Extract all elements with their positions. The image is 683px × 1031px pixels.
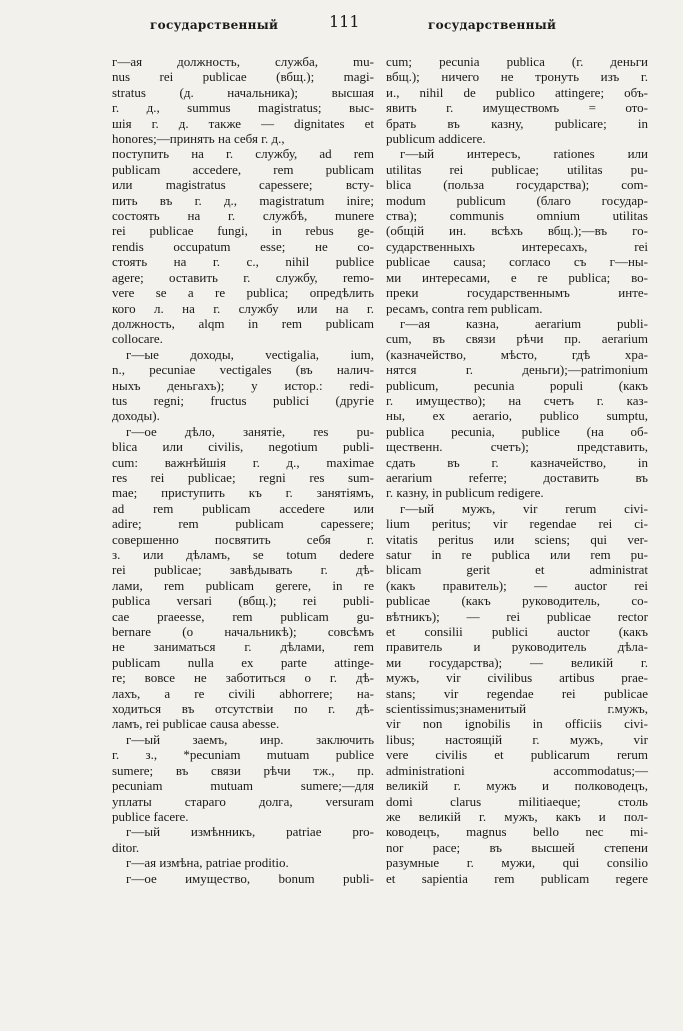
text-line: вбщ.); ничего не тронуть изъ г. [386, 69, 648, 85]
text-line: доходы). [112, 408, 160, 424]
text-line: n., pecuniae vectigales (въ налич- [112, 362, 374, 378]
text-line: же великій г. мужъ, какъ и пол- [386, 808, 648, 824]
text-line: лахъ, a re civili abhorrere; на- [112, 685, 374, 701]
text-line: мужъ, vir civilibus artibus prae- [386, 670, 648, 686]
text-line: re; вовсе не заботиться о г. дѣ- [112, 670, 374, 686]
text-line: collocare. [112, 331, 163, 347]
text-line: сударственныхъ интересахъ, rei [386, 238, 648, 254]
text-line: (общій ин. всѣхъ вбщ.);—въ го- [386, 223, 648, 239]
text-line: vere se a re publica; опредѣлить [112, 285, 374, 301]
text-line: et consilii publici auctor (какъ [386, 624, 648, 640]
text-line: ми государства); — великій г. [386, 654, 648, 670]
text-line: pecuniam mutuam sumere;—для [112, 778, 374, 794]
text-line: utilitas rei publicae; utilitas pu- [386, 161, 648, 177]
text-line: honores;—принять на себя г. д., [112, 131, 285, 147]
text-line: publicam nulla ex parte attinge- [112, 654, 374, 670]
text-line: лами, rem publicam gerere, in re [112, 577, 374, 593]
text-line: г. казну, in publicum redigere. [386, 485, 544, 501]
text-line: rei publicae; завѣдывать г. дѣ- [112, 562, 374, 578]
text-line: пить въ г. д., magistratum inire; [112, 192, 374, 208]
text-line: кого л. на г. службу или на г. [112, 300, 374, 316]
text-line: г—ый интересъ, rationes или [400, 146, 648, 162]
text-line: cum, въ связи рѣчи пр. aerarium [386, 331, 648, 347]
text-line: преки государственнымъ инте- [386, 285, 648, 301]
text-line: ad rem publicam accedere или [112, 500, 374, 516]
text-line: publicam accedere, rem publicam [112, 161, 374, 177]
text-line: щественн. счетъ); представить, [386, 439, 648, 455]
text-line: г—ый мужъ, vir rerum civi- [400, 500, 648, 516]
text-line: nor pace; въ высшей степени [386, 839, 648, 855]
text-line: совершенно посвятить себя г. [112, 531, 374, 547]
text-line: ламъ, rei publicae causa abesse. [112, 716, 280, 732]
text-line: брать въ казну, publicare; in [386, 115, 648, 131]
text-line: rei publicae fungi, in rebus ge- [112, 223, 374, 239]
text-line: scientissimus;знаменитый г.мужъ, [386, 701, 648, 717]
text-line: з. или дѣламъ, se totum dedere [112, 547, 374, 562]
text-line: vitatis peritus или sciens; qui ver- [386, 531, 648, 547]
text-line: blicam gerit et administrat [386, 562, 648, 578]
text-line: aerarium referre; доставить въ [386, 469, 648, 485]
text-line: (казначейство, мѣсто, гдѣ хра- [386, 346, 648, 362]
text-line: г. д., summus magistratus; выс- [112, 100, 374, 116]
text-line: tus regni; fructus publici (другіе [112, 392, 374, 408]
page-header [0, 8, 683, 32]
text-line: г—ая казна, aerarium publi- [400, 315, 648, 331]
text-line: ми интересами, e re publica; во- [386, 269, 648, 285]
text-line: administrationi accommodatus;— [386, 762, 648, 778]
text-line: г—ый заемъ, инр. заключить [126, 731, 374, 747]
text-line: ны, ex aerario, publico sumptu, [386, 408, 648, 424]
text-line: stans; vir regendae rei publicae [386, 685, 648, 701]
text-line: ходиться въ отсутствіи по г. дѣ- [112, 701, 374, 717]
text-line: сдать въ г. казначейство, in [386, 454, 648, 470]
text-line: уплаты стараго долга, versuram [112, 793, 374, 809]
text-line: ресамъ, contra rem publicam. [386, 300, 543, 316]
running-head-right: государственный [428, 18, 557, 32]
text-line: publicum, pecunia populi (какъ [386, 377, 648, 393]
text-line: blica или civilis, negotium publi- [112, 439, 374, 455]
text-line: vir non ignobilis in officiis civi- [386, 716, 648, 732]
text-line: или magistratus capessere; всту- [112, 177, 374, 193]
text-line: г—ый измѣнникъ, patriae pro- [126, 824, 374, 840]
text-line: правитель и руководитель дѣла- [386, 639, 648, 655]
text-line: stratus (д. начальника); высшая [112, 84, 374, 100]
text-line: г. з., *pecuniam mutuam publice [112, 747, 374, 763]
text-line: г—ые доходы, vectigalia, ium, [126, 346, 374, 362]
text-line: et sapientia rem publicam regere [386, 870, 648, 886]
text-line: великій г. мужъ и полководецъ, [386, 778, 648, 794]
text-line: publica versari (вбщ.); rei publi- [112, 593, 374, 609]
text-line: ства); communis omnium utilitas [386, 208, 648, 224]
text-line: вѣтникъ); — rei publicae rector [386, 608, 648, 624]
running-head-left: государственный [150, 18, 279, 32]
page-number: 111 [329, 12, 360, 31]
text-line: ководецъ, magnus bello nec mi- [386, 824, 648, 840]
text-line: состоять на г. службѣ, munere [112, 208, 374, 224]
text-line: bernare (о начальникѣ); совсѣмъ [112, 624, 374, 640]
text-line: blica (польза государства); com- [386, 177, 648, 193]
text-line: и., nihil de publico attingere; объ- [386, 84, 648, 100]
text-line: cum: важнѣйшія г. д., maximae [112, 454, 374, 470]
text-line: res rei publicae; regni res sum- [112, 469, 374, 485]
text-line: rendis occupatum esse; не со- [112, 238, 374, 254]
text-line: agere; оставить г. службу, remo- [112, 269, 374, 285]
text-line: cae praeesse, rem publicam gu- [112, 608, 374, 624]
text-line: mae; приступить къ г. занятіямъ, [112, 485, 374, 501]
text-line: sumere; въ связи рѣчи тж., пр. [112, 762, 374, 778]
text-line: publicae (какъ руководитель, со- [386, 593, 648, 609]
text-line: стоять на г. с., nihil publice [112, 254, 374, 270]
text-line: явить г. имуществомъ = ото- [386, 100, 648, 116]
right-column [386, 54, 648, 886]
text-line: publicae causa; согласо съ г—ны- [386, 254, 648, 270]
text-line: г—ая измѣна, patriae proditio. [126, 855, 289, 871]
text-line: г. имущество); на счетъ г. каз- [386, 392, 648, 408]
text-line: adire; rem publicam capessere; [112, 516, 374, 532]
text-line: поступить на г. службу, ad rem [112, 146, 374, 162]
text-line: nus rei publicae (вбщ.); magi- [112, 69, 374, 85]
text-line: domi clarus militiaeque; столь [386, 793, 648, 809]
text-line: publica pecunia, publice (на об- [386, 423, 648, 439]
text-line: г—ое имущество, bonum publi- [126, 870, 374, 886]
left-column [112, 54, 374, 886]
text-line: libus; настоящій г. мужъ, vir [386, 731, 648, 747]
text-line: vere civilis et publicarum rerum [386, 747, 648, 763]
text-line: publice facere. [112, 808, 189, 824]
text-line: publicum addicere. [386, 131, 486, 147]
text-line: ditor. [112, 839, 140, 855]
text-line: шія г. д. также — dignitates et [112, 115, 374, 131]
text-line: lium peritus; vir regendae rei ci- [386, 516, 648, 532]
text-line: г—ое дѣло, занятіе, res pu- [126, 423, 374, 439]
text-line: (какъ правитель); — auctor rei [386, 577, 648, 593]
text-line: cum; pecunia publica (г. деньги [386, 54, 648, 69]
text-line: нятся г. деньги);—patrimonium [386, 362, 648, 378]
text-line: разумные г. мужи, qui consilio [386, 855, 648, 871]
text-line: satur in re publica или rem pu- [386, 547, 648, 562]
text-line: не заниматься г. дѣлами, rem [112, 639, 374, 655]
text-line: ныхъ деньгахъ); у истор.: redi- [112, 377, 374, 393]
text-line: modum publicum (благо государ- [386, 192, 648, 208]
text-line: должность, alqm in rem publicam [112, 315, 374, 331]
text-line: г—ая должность, служба, mu- [112, 54, 374, 69]
